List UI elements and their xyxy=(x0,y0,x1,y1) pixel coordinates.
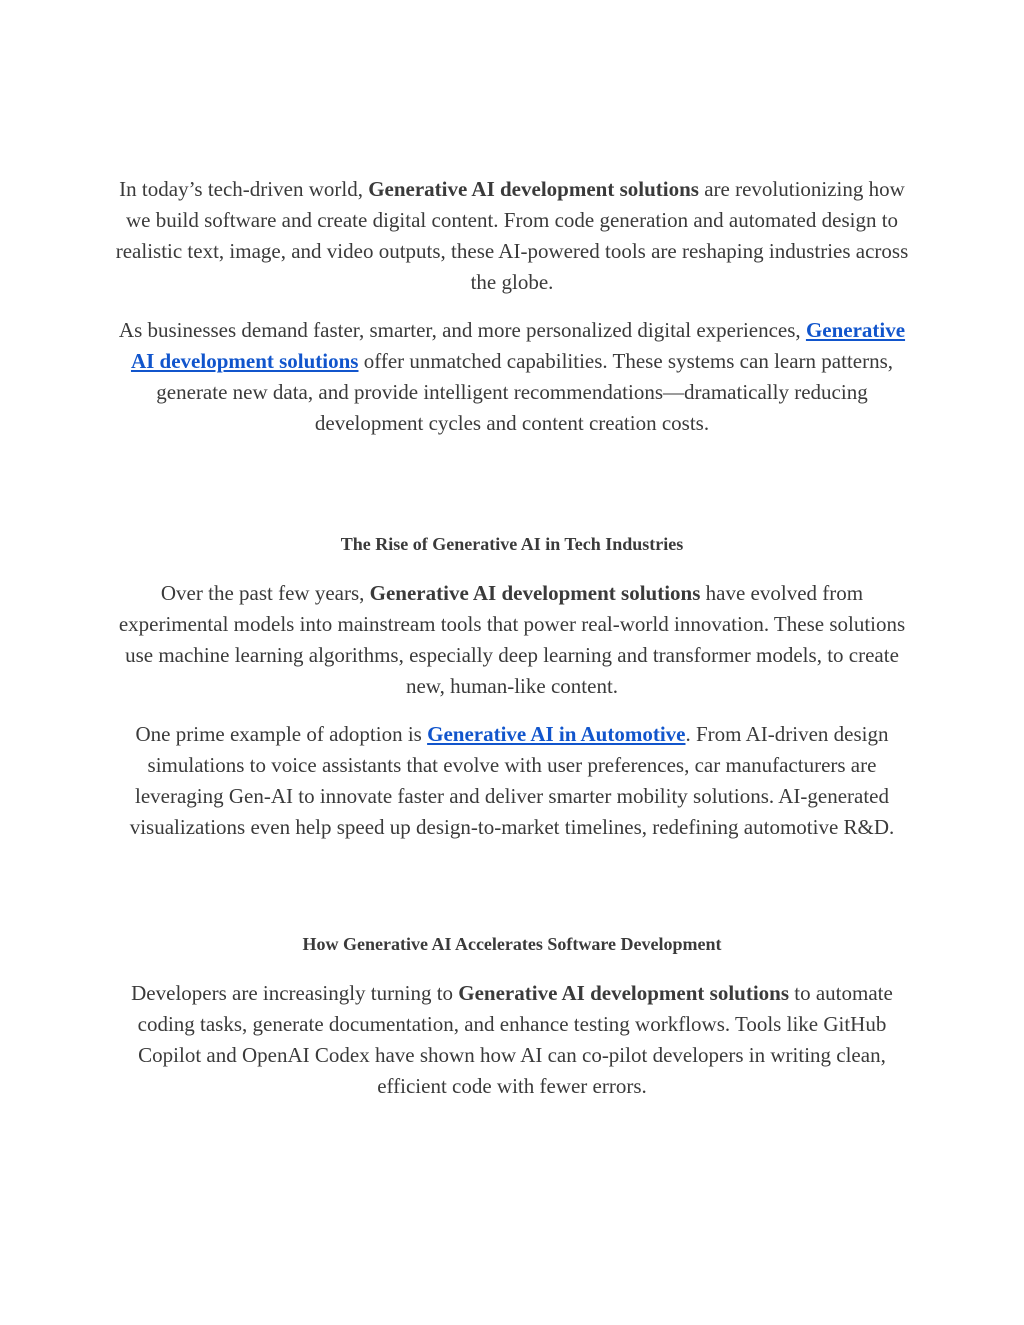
capabilities-paragraph xyxy=(110,315,914,439)
developers-text-end: to automate coding tasks, generate documentation, and enhance testing workflows. Tools like GitHub Copilot and OpenAI Codex have shown how AI can co-pilot developers in writing clean, efficient code with fewer errors. xyxy=(137,981,893,1098)
intro-text-start: In today’s tech-driven world, xyxy=(119,177,369,201)
gen-ai-solutions-link[interactable]: Generative AI development solutions xyxy=(130,318,906,373)
developers-text-start: Developers are increasingly turning to xyxy=(131,981,459,1005)
capabilities-text-end: offer unmatched capabilities. These systems can learn patterns, generate new data, and provide intelligent recommendations—dramatically reducing development cycles and content creation costs. xyxy=(156,349,894,435)
section-spacer xyxy=(110,860,914,931)
evolution-bold-phrase: Generative AI development solutions xyxy=(369,581,701,605)
section-heading-software: How Generative AI Accelerates Software Development xyxy=(302,934,722,954)
automotive-text-end: . From AI-driven design simulations to voice assistants that evolve with user preferences, car manufacturers are leveraging Gen-AI to innovate faster and deliver smarter mobility solutions. AI-generated visualizations even help speed up design-to-market timelines, redefining automotive R&D. xyxy=(129,722,895,839)
section-spacer xyxy=(110,456,914,531)
evolution-text-end: have evolved from experimental models into mainstream tools that power real-world innovation. These solutions use machine learning algorithms, especially deep learning and transformer models, to create new, human-like content. xyxy=(118,581,906,698)
intro-bold-phrase: Generative AI development solutions xyxy=(368,177,699,201)
document-page xyxy=(110,174,914,1119)
capabilities-text-start: As businesses demand faster, smarter, and more personalized digital experiences, xyxy=(118,318,806,342)
evolution-paragraph xyxy=(110,578,914,702)
intro-paragraph xyxy=(110,174,914,298)
intro-text-end: are revolutionizing how we build software and create digital content. From code generation and automated design to realistic text, image, and video outputs, these AI-powered tools are reshaping industries across the globe. xyxy=(115,177,909,294)
developers-bold-phrase: Generative AI development solutions xyxy=(458,981,790,1005)
developers-paragraph xyxy=(110,978,914,1102)
automotive-paragraph xyxy=(110,719,914,843)
automotive-text-start: One prime example of adoption is xyxy=(135,722,428,746)
evolution-text-start: Over the past few years, xyxy=(160,581,370,605)
gen-ai-automotive-link[interactable]: Generative AI in Automotive xyxy=(427,722,686,746)
section-heading-rise: The Rise of Generative AI in Tech Industries xyxy=(340,534,684,554)
